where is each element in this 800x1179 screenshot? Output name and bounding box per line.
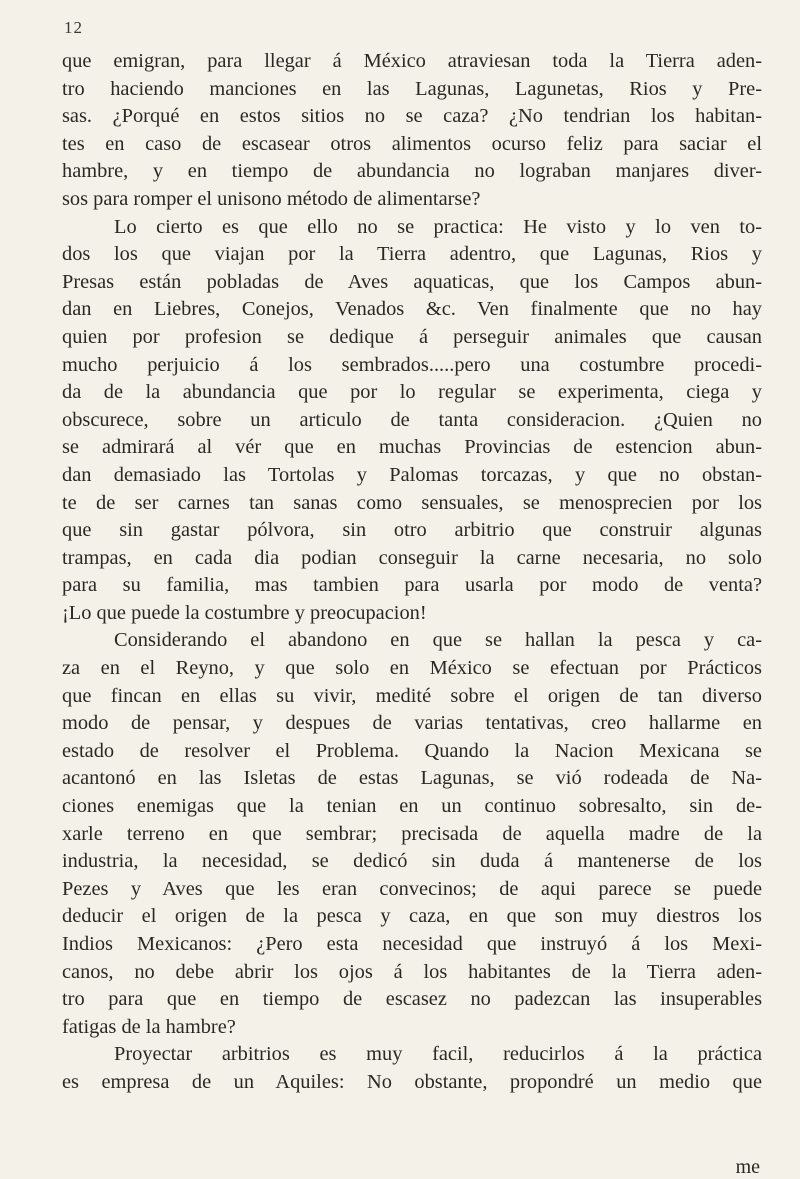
text-line: que fincan en ellas su vivir, medité sobre el origen de tan diverso [62, 684, 762, 707]
text-line: tes en caso de escasear otros alimentos ocurso feliz para saciar el [62, 132, 762, 155]
text-line: que sin gastar pólvora, sin otro arbitrio que construir algunas [62, 519, 762, 542]
text-line: deducir el origen de la pesca y caza, en que son muy diestros los [62, 905, 762, 928]
text-line: za en el Reyno, y que solo en México se efectuan por Prácticos [62, 657, 762, 680]
text-line: trampas, en cada dia podian conseguir la carne necesaria, no solo [62, 546, 762, 569]
text-line: dan en Liebres, Conejos, Venados &c. Ven finalmente que no hay [62, 298, 762, 321]
text-line: dan demasiado las Tortolas y Palomas torcazas, y que no obstan- [62, 463, 762, 486]
text-line: mucho perjuicio á los sembrados.....pero una costumbre procedi- [62, 353, 762, 376]
text-line: ¡Lo que puede la costumbre y preocupacion! [62, 601, 427, 624]
text-line: te de ser carnes tan sanas como sensuales, se menosprecien por los [62, 491, 762, 514]
text-line: fatigas de la hambre? [62, 1015, 236, 1038]
text-line: Pezes y Aves que les eran convecinos; de aqui parece se puede [62, 877, 762, 900]
text-line: tro haciendo manciones en las Lagunas, Lagunetas, Rios y Pre- [62, 77, 762, 100]
text-line: modo de pensar, y despues de varias tentativas, creo hallarme en [62, 712, 762, 735]
body-text [62, 48, 762, 1097]
text-line: acantonó en las Isletas de estas Lagunas, se vió rodeada de Na- [62, 767, 762, 790]
text-line: da de la abundancia que por lo regular se experimenta, ciega y [62, 381, 762, 404]
text-line: estado de resolver el Problema. Quando la Nacion Mexicana se [62, 739, 762, 762]
text-line: sos para romper el unisono método de alimentarse? [62, 187, 481, 210]
catchword: me [735, 1156, 760, 1178]
text-line: Considerando el abandono en que se hallan la pesca y ca- [114, 629, 762, 652]
text-line: Indios Mexicanos: ¿Pero esta necesidad que instruyó á los Mexi- [62, 933, 762, 955]
page-number: 12 [64, 18, 83, 37]
text-line: canos, no debe abrir los ojos á los habitantes de la Tierra aden- [62, 960, 762, 983]
text-line: obscurece, sobre un articulo de tanta consideracion. ¿Quien no [62, 408, 762, 431]
text-line: Lo cierto es que ello no se practica: He visto y lo ven to- [114, 215, 762, 238]
text-line: tro para que en tiempo de escasez no padezcan las insuperables [62, 988, 762, 1011]
text-line: se admirará al vér que en muchas Provincias de estencion abun- [62, 436, 762, 459]
text-line: industria, la necesidad, se dedicó sin duda á mantenerse de los [62, 850, 762, 873]
text-line: ciones enemigas que la tenian en un continuo sobresalto, sin de- [62, 795, 762, 818]
text-line: que emigran, para llegar á México atraviesan toda la Tierra aden- [62, 50, 762, 72]
text-line: dos los que viajan por la Tierra adentro, que Lagunas, Rios y [62, 243, 762, 266]
text-line: hambre, y en tiempo de abundancia no lograban manjares diver- [62, 160, 762, 183]
text-line: Proyectar arbitrios es muy facil, reducirlos á la práctica [114, 1043, 762, 1066]
text-line: para su familia, mas tambien para usarla por modo de venta? [62, 574, 762, 597]
text-line: Presas están pobladas de Aves aquaticas, que los Campos abun- [62, 270, 762, 293]
text-line: xarle terreno en que sembrar; precisada de aquella madre de la [62, 822, 762, 845]
text-line: quien por profesion se dedique á perseguir animales que causan [62, 325, 762, 348]
text-line: es empresa de un Aquiles: No obstante, propondré un medio que [62, 1070, 762, 1093]
text-line: sas. ¿Porqué en estos sitios no se caza? ¿No tendrian los habitan- [62, 105, 762, 128]
